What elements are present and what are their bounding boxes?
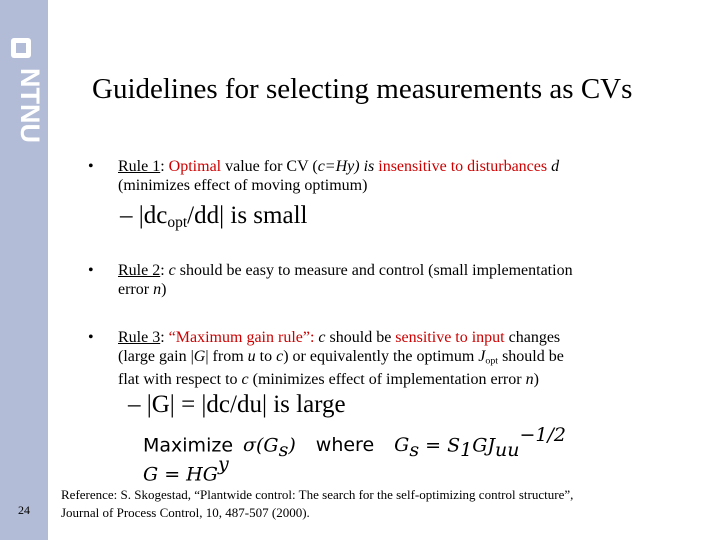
page-number: 24	[18, 503, 30, 517]
bullet-icon: •	[88, 158, 94, 175]
bullet-icon: •	[88, 262, 94, 279]
rule-1: • Rule 1: Optimal value for CV (c=Hy) is insensitive to disturbances d (minimizes effect of moving optimum)	[88, 158, 560, 194]
rule-2-label: Rule 2	[118, 262, 161, 279]
sidebar-band	[0, 0, 48, 540]
formula-maximize-gain: Maximize $\sigma(G_s)$ where $G_s = S_1GJ_{uu}^{-1/2}$ $G = HG^y$	[143, 424, 566, 486]
page-title: Guidelines for selecting measurements as CVs	[92, 73, 633, 105]
ntnu-logo-text: NTNU	[15, 68, 45, 143]
sub-bullet-1: – $|dc_{opt}/dd|$ is small	[120, 202, 308, 231]
sensitive-text: sensitive to input	[395, 329, 505, 346]
sub-bullet-2: – |G| = |dc/du| is large	[128, 391, 346, 418]
rule-3-label: Rule 3	[118, 329, 161, 346]
ntnu-logo	[5, 34, 45, 174]
optimal-text: Optimal	[168, 158, 222, 175]
rule-1-label: Rule 1	[118, 158, 161, 175]
formula-sigma: σ	[243, 434, 256, 457]
bullet-icon: •	[88, 329, 94, 346]
max-gain-rule-text: “Maximum gain rule”:	[168, 329, 315, 346]
rule-2: • Rule 2: c should be easy to measure and control (small implementation error n)	[88, 262, 573, 298]
insensitive-text: insensitive to disturbances	[378, 158, 548, 175]
reference: Reference: S. Skogestad, “Plantwide control: The search for the self-optimizing control structure”, Journal of Process Control, 10, 487-507 (2000).	[61, 487, 574, 520]
formula-where: where	[315, 434, 375, 457]
rule-3: • Rule 3: “Maximum gain rule”: c should be sensitive to input changes (large gain |G| from u to c) or equivalently the optimum $J_{opt}$ should be flat with respect to c (minimizes effect of implementation error n)	[88, 329, 564, 389]
formula-maximize: Maximize	[143, 434, 234, 457]
